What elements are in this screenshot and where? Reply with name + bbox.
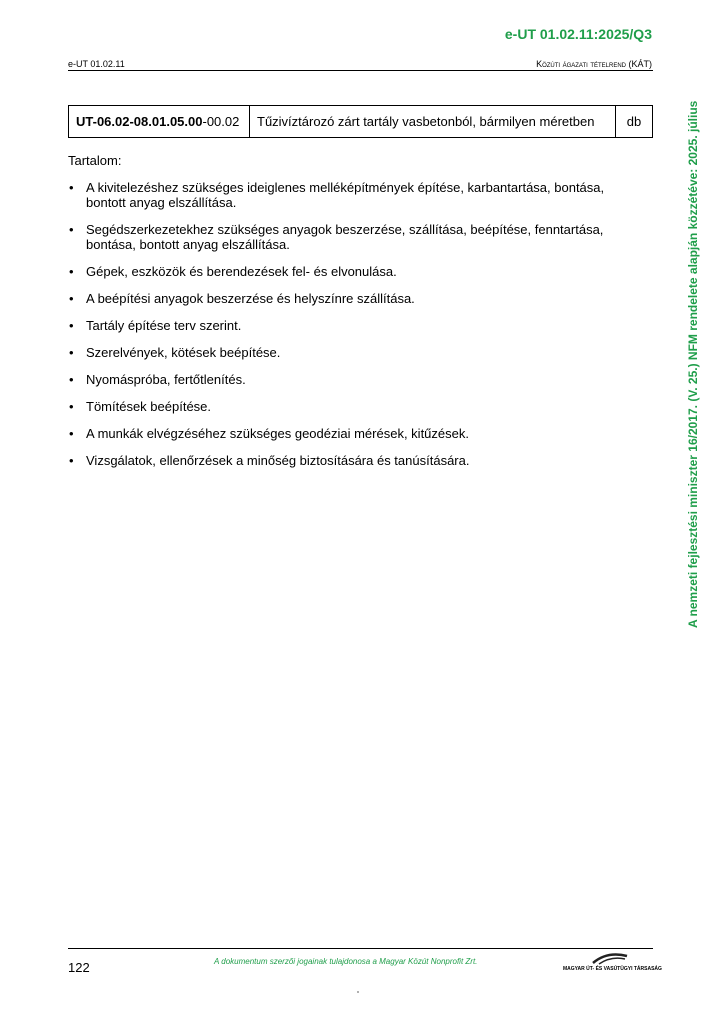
list-item: • Segédszerkezetekhez szükséges anyagok beszerzése, szállítása, beépítése, fenntartása, bontása, bontott anyag elszállítása. — [68, 222, 643, 252]
header-left-text: e-UT 01.02.11 — [68, 59, 125, 69]
footer-divider — [68, 948, 653, 949]
list-item: • A munkák elvégzéséhez szükséges geodéziai mérések, kitűzések. — [68, 426, 643, 441]
document-code: e-UT 01.02.11:2025/Q3 — [504, 26, 652, 42]
item-unit: db — [626, 114, 642, 129]
item-description: Tűzivíztározó zárt tartály vasbetonból, bármilyen méretben — [250, 106, 616, 137]
list-item: • Szerelvények, kötések beépítése. — [68, 345, 643, 360]
page-dot — [357, 991, 359, 993]
content-list — [68, 180, 643, 480]
page-number: 122 — [68, 960, 90, 975]
item-code-main: UT-06.02-08.01.05.00 — [76, 114, 203, 129]
item-code — [69, 106, 250, 137]
list-item: • Nyomáspróba, fertőtlenítés. — [68, 372, 643, 387]
item-code-suffix: -00.02 — [202, 114, 240, 129]
list-item: • Gépek, eszközök és berendezések fel- és elvonulása. — [68, 264, 643, 279]
publication-side-note: A nemzeti fejlesztési miniszter 16/2017. (V. 25.) NFM rendelete alapján közzétéve: 2025. július — [686, 100, 700, 628]
header-divider — [68, 70, 653, 71]
copyright-notice: A dokumentum szerzői jogainak tulajdonosa a Magyar Közút Nonprofit Zrt. — [214, 957, 478, 966]
list-item: • Tömítések beépítése. — [68, 399, 643, 414]
list-item: • A kivitelezéshez szükséges ideiglenes melléképítmények építése, karbantartása, bontása, bontott anyag elszállítása. — [68, 180, 643, 210]
logo-text: MAGYAR ÚT- ÉS VASÚTÜGYI TÁRSASÁG — [563, 966, 662, 972]
list-item: • Vizsgálatok, ellenőrzések a minőség biztosítására és tanúsítására. — [68, 453, 643, 468]
content-label: Tartalom: — [68, 153, 122, 168]
header-right-text: Közúti ágazati tételrend (KÁT) — [536, 59, 652, 69]
company-logo — [563, 950, 662, 972]
item-table — [68, 105, 653, 138]
list-item: • A beépítési anyagok beszerzése és helyszínre szállítása. — [68, 291, 643, 306]
logo-mark-icon — [563, 950, 655, 966]
list-item: • Tartály építése terv szerint. — [68, 318, 643, 333]
